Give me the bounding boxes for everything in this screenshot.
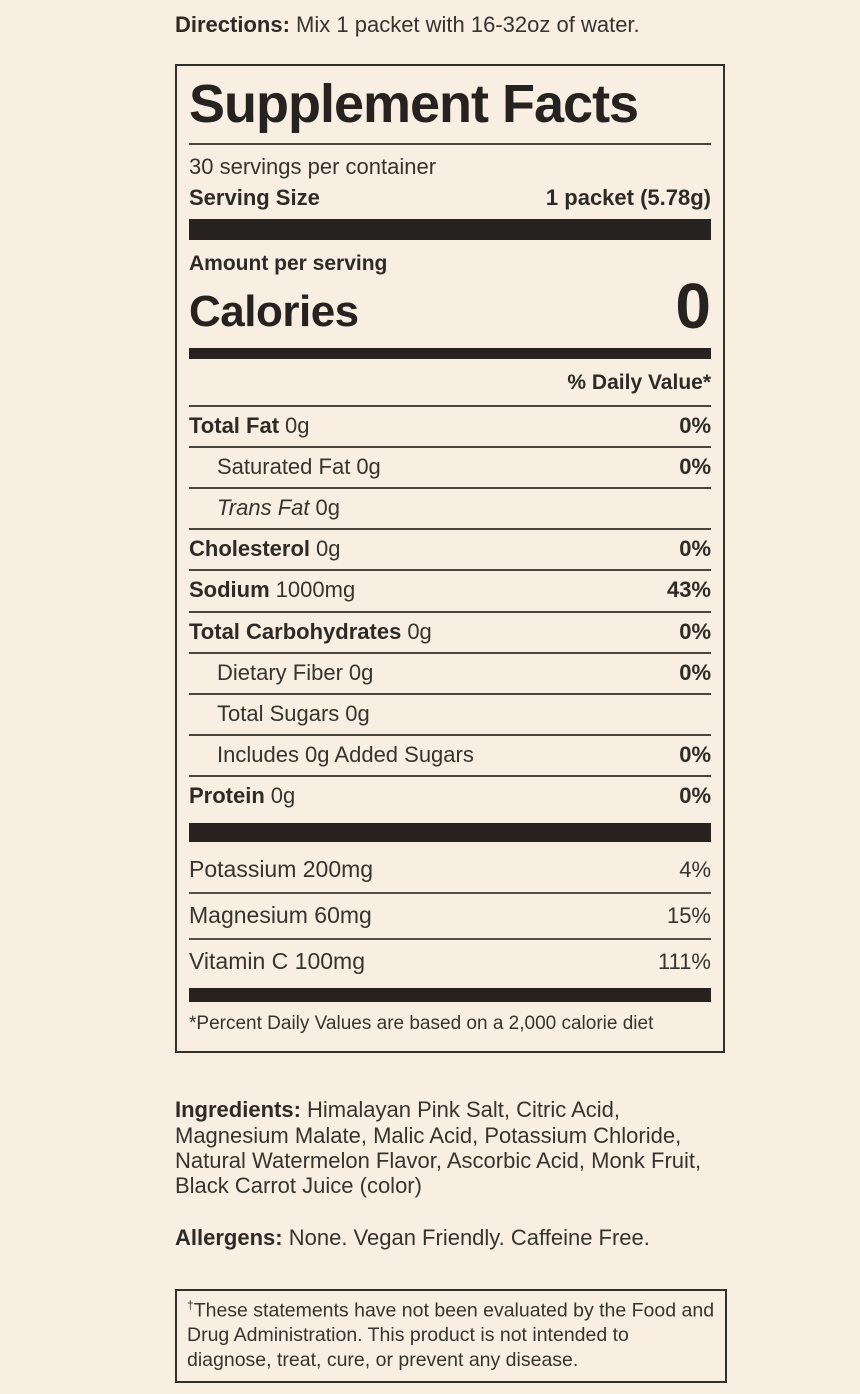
nutrient-dv: 0% — [679, 618, 711, 644]
nutrient-row-protein — [189, 775, 711, 816]
nutrient-row-added-sugars — [189, 734, 711, 775]
nutrient-amount: 0g — [270, 783, 296, 809]
thick-divider-2 — [189, 348, 711, 359]
nutrient-dv: 0% — [679, 783, 711, 809]
calories-value: 0 — [675, 270, 711, 343]
nutrient-row-total-sugars — [189, 693, 711, 734]
nutrient-name: Cholesterol — [189, 536, 311, 562]
calories-row — [189, 270, 711, 343]
directions-label: Directions: — [175, 12, 290, 37]
nutrient-dv: 0% — [679, 742, 711, 768]
nutrient-amount: 0g — [316, 536, 341, 562]
mineral-dv: 15% — [666, 902, 711, 928]
thick-divider-4 — [189, 988, 711, 1002]
nutrient-row-dietary-fiber — [189, 652, 711, 693]
nutrient-amount: 0g — [345, 700, 370, 726]
mineral-row-magnesium — [189, 892, 711, 938]
nutrient-amount: 0g — [407, 618, 432, 644]
thick-divider-1 — [189, 219, 711, 240]
amount-per-serving-label: Amount per serving — [189, 252, 388, 276]
daily-value-header: % Daily Value* — [567, 370, 711, 394]
mineral-row-vitamin-c — [189, 938, 711, 984]
daily-value-footnote: *Percent Daily Values are based on a 2,000 calorie diet — [189, 1013, 654, 1035]
nutrient-dv: 0% — [679, 453, 711, 479]
nutrient-amount: 0g — [348, 659, 374, 685]
nutrient-name: Total Sugars — [217, 700, 340, 726]
serving-size-row — [189, 185, 711, 219]
nutrient-row-saturated-fat — [189, 446, 711, 487]
mineral-dv: 4% — [679, 856, 711, 882]
nutrient-name: Total Carbohydrates — [189, 618, 402, 644]
nutrient-name: Dietary Fiber — [217, 659, 343, 685]
mineral-name: Vitamin C 100mg — [189, 948, 365, 975]
nutrient-name: Protein — [189, 783, 265, 809]
servings-per-container: 30 servings per container — [189, 154, 437, 180]
nutrient-dv: 43% — [666, 577, 711, 603]
panel-title: Supplement Facts — [189, 74, 639, 135]
minerals-section — [189, 848, 711, 985]
nutrient-dv: 0% — [679, 659, 711, 685]
disclaimer-text: These statements have not been evaluated by the Food and Drug Administration. This product is not intended to diagnose, treat, cure, or prevent any disease. — [187, 1299, 715, 1371]
nutrient-row-trans-fat — [189, 487, 711, 528]
mineral-row-potassium — [189, 848, 711, 892]
directions-line — [175, 12, 725, 38]
mineral-name: Magnesium 60mg — [189, 901, 372, 928]
nutrient-row-total-fat — [189, 405, 711, 446]
ingredients-label: Ingredients: — [175, 1097, 301, 1123]
nutrient-dv: 0% — [679, 536, 711, 562]
disclaimer-dagger-mark: † — [187, 1297, 194, 1312]
allergens-label: Allergens: — [175, 1224, 283, 1250]
serving-size-label: Serving Size — [189, 185, 320, 211]
nutrient-row-sodium — [189, 569, 711, 610]
title-divider — [189, 143, 711, 145]
nutrient-amount: 1000mg — [275, 577, 356, 603]
ingredients-paragraph — [175, 1097, 723, 1198]
fda-disclaimer-box — [175, 1289, 727, 1384]
mineral-name: Potassium 200mg — [189, 855, 374, 882]
serving-size-value: 1 packet (5.78g) — [545, 185, 711, 211]
supplement-facts-panel — [175, 64, 725, 1053]
ingredients-text: Himalayan Pink Salt, Citric Acid, Magnesium Malate, Malic Acid, Potassium Chloride, Natural Watermelon Flavor, Ascorbic Acid, Monk Fruit, Black Carrot Juice (color) — [175, 1097, 702, 1199]
directions-text: Mix 1 packet with 16-32oz of water. — [296, 12, 640, 37]
nutrient-name: Sodium — [189, 577, 270, 603]
allergens-text: None. Vegan Friendly. Caffeine Free. — [288, 1224, 650, 1250]
nutrient-name: Includes 0g Added Sugars — [217, 742, 474, 768]
nutrient-name: Total Fat — [189, 412, 280, 438]
nutrient-dv: 0% — [679, 412, 711, 438]
nutrient-name: Trans Fat — [217, 495, 310, 521]
nutrient-amount: 0g — [285, 412, 310, 438]
nutrient-amount: 0g — [315, 495, 340, 521]
mineral-dv: 111% — [657, 949, 711, 975]
nutrient-amount: 0g — [356, 453, 381, 479]
nutrient-name: Saturated Fat — [217, 453, 351, 479]
nutrient-row-total-carbohydrates — [189, 611, 711, 652]
calories-label: Calories — [189, 287, 359, 337]
allergens-line — [175, 1225, 725, 1251]
nutrient-row-cholesterol — [189, 528, 711, 569]
thick-divider-3 — [189, 823, 711, 842]
